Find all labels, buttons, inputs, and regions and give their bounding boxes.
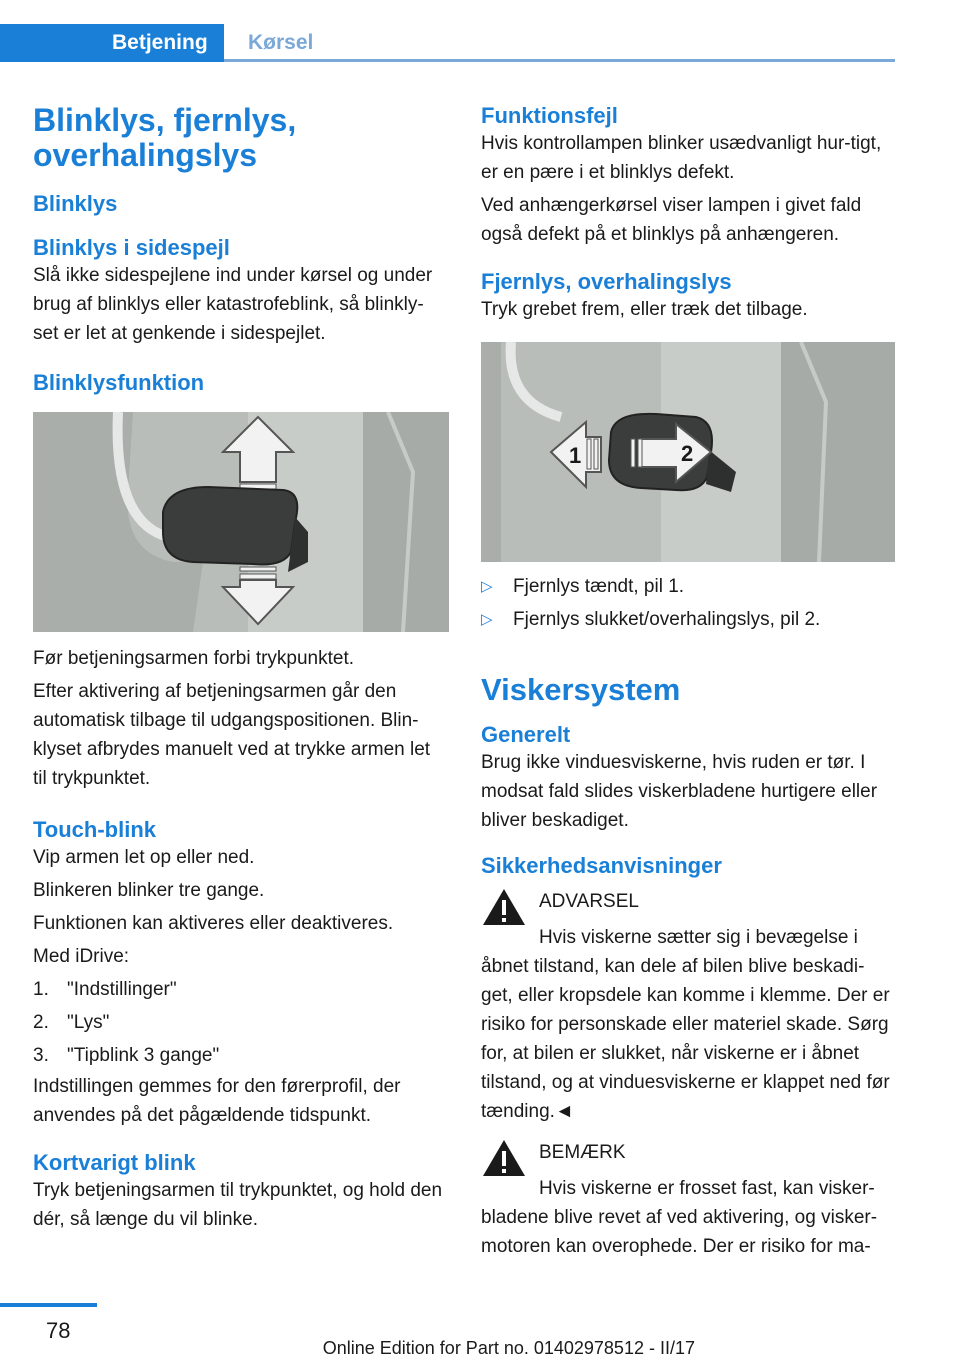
list-item xyxy=(481,570,895,603)
list-item xyxy=(33,973,449,1006)
warning-advarsel xyxy=(481,887,895,1126)
warning-header xyxy=(481,887,895,927)
idrive-steps xyxy=(33,973,449,1072)
paragraph-efter: Efter aktivering af betjeningsarmen går den automatisk tilbage til udgangspositionen. Blin-klyset afbrydes manuelt ved at trykke armen let til trykpunktet. xyxy=(33,681,431,789)
triangle-bullet-icon: ▷ xyxy=(481,611,493,628)
step-number: 2. xyxy=(33,1012,49,1033)
high-beam-lever-image xyxy=(481,342,895,562)
page-title: Blinklys, fjernlys, overhalingslys xyxy=(33,102,297,173)
paragraph-fejl-2: Ved anhængerkørsel viser lampen i givet fald også defekt på et blinklys på anhængeren. xyxy=(481,195,862,245)
paragraph-gemmes: Indstillingen gemmes for den førerprofil, der anvendes på det pågældende tidspunkt. xyxy=(33,1076,401,1126)
paragraph-kortvarigt: Tryk betjeningsarmen til trykpunktet, og hold den dér, så længe du vil blinke. xyxy=(33,1180,443,1230)
step-number: 1. xyxy=(33,979,49,1000)
high-beam-bullets xyxy=(481,570,895,636)
heading-generelt: Generelt xyxy=(481,722,571,747)
heading-blinklys-sidespejl: Blinklys i sidespejl xyxy=(33,235,230,260)
warning-title: ADVARSEL xyxy=(539,891,639,912)
paragraph-tre: Blinkeren blinker tre gange. xyxy=(33,880,265,901)
notice-text: Hvis viskerne er frosset fast, kan visker-bladene blive revet af ved aktivering, og visker-motoren kan overophede. Der er risiko for ma- xyxy=(481,1178,878,1257)
warning-text: Hvis viskerne sætter sig i bevægelse i åbnet tilstand, kan dele af bilen blive beskadi-get, eller kropsdele kan komme i klemme. Der er risiko for personskade eller materiel skade. Sørg for, at bilen er slukket, når viskerne er i åbnet tilstand, og at vinduesviskerne er klappet ned før tænding.◄ xyxy=(481,927,890,1122)
heading-sikkerhedsanvisninger: Sikkerhedsanvisninger xyxy=(481,853,722,878)
warning-triangle-icon xyxy=(481,887,527,927)
paragraph-fejl-1: Hvis kontrollampen blinker usædvanligt hur-tigt, er en pære i et blinklys defekt. xyxy=(481,133,882,183)
list-item xyxy=(33,1039,449,1072)
turn-signal-lever-image xyxy=(33,412,449,632)
heading-blinklys: Blinklys xyxy=(33,191,118,216)
arrow-label-2: 2 xyxy=(681,441,694,466)
turn-signal-illustration xyxy=(33,412,449,632)
triangle-bullet-icon: ▷ xyxy=(481,578,493,595)
paragraph-vip: Vip armen let op eller ned. xyxy=(33,847,255,868)
warning-bemaerk xyxy=(481,1138,895,1261)
header-tabs xyxy=(0,0,895,62)
arrow-label-1: 1 xyxy=(569,443,582,468)
tab-divider xyxy=(224,59,895,62)
page-number: 78 xyxy=(46,1318,71,1343)
paragraph-generelt: Brug ikke vinduesviskerne, hvis ruden er tør. I modsat fald slides viskerbladene hurtigere eller bliver beskadiget. xyxy=(481,752,878,831)
warning-triangle-icon xyxy=(481,1138,527,1178)
heading-touch-blink: Touch-blink xyxy=(33,817,157,842)
high-beam-illustration xyxy=(481,342,895,562)
step-text: "Indstillinger" xyxy=(67,979,177,1000)
list-item xyxy=(481,603,895,636)
heading-funktionsfejl: Funktionsfejl xyxy=(481,103,618,128)
paragraph-fjernlys: Tryk grebet frem, eller træk det tilbage. xyxy=(481,299,808,320)
paragraph-sidespejl: Slå ikke sidespejlene ind under kørsel og under brug af blinklys eller katastrofeblink, så blinkly-set er let at genkende i sidespejlet. xyxy=(33,265,433,344)
heading-blinklysfunktion: Blinklysfunktion xyxy=(33,370,205,395)
step-number: 3. xyxy=(33,1045,49,1066)
bullet-text: Fjernlys slukket/overhalingslys, pil 2. xyxy=(513,609,821,630)
tab-betjening[interactable]: Betjening xyxy=(0,24,224,62)
heading-viskersystem: Viskersystem xyxy=(481,672,681,707)
paragraph-forbi: Før betjeningsarmen forbi trykpunktet. xyxy=(33,648,355,669)
step-text: "Tipblink 3 gange" xyxy=(67,1045,220,1066)
paragraph-kan: Funktionen kan aktiveres eller deaktiveres. xyxy=(33,913,394,934)
edition-text: Online Edition for Part no. 01402978512 - II/17 xyxy=(322,1338,695,1358)
bullet-text: Fjernlys tændt, pil 1. xyxy=(513,576,685,597)
list-item xyxy=(33,1006,449,1039)
paragraph-med: Med iDrive: xyxy=(33,946,130,967)
tab-korsel[interactable]: Kørsel xyxy=(248,31,314,54)
left-column xyxy=(33,100,449,1234)
step-text: "Lys" xyxy=(67,1012,110,1033)
heading-kortvarigt-blink: Kortvarigt blink xyxy=(33,1150,196,1175)
notice-title: BEMÆRK xyxy=(539,1142,626,1163)
notice-header xyxy=(481,1138,895,1178)
right-column xyxy=(481,100,895,1261)
heading-fjernlys: Fjernlys, overhalingslys xyxy=(481,269,732,294)
footer-line xyxy=(0,1303,97,1307)
